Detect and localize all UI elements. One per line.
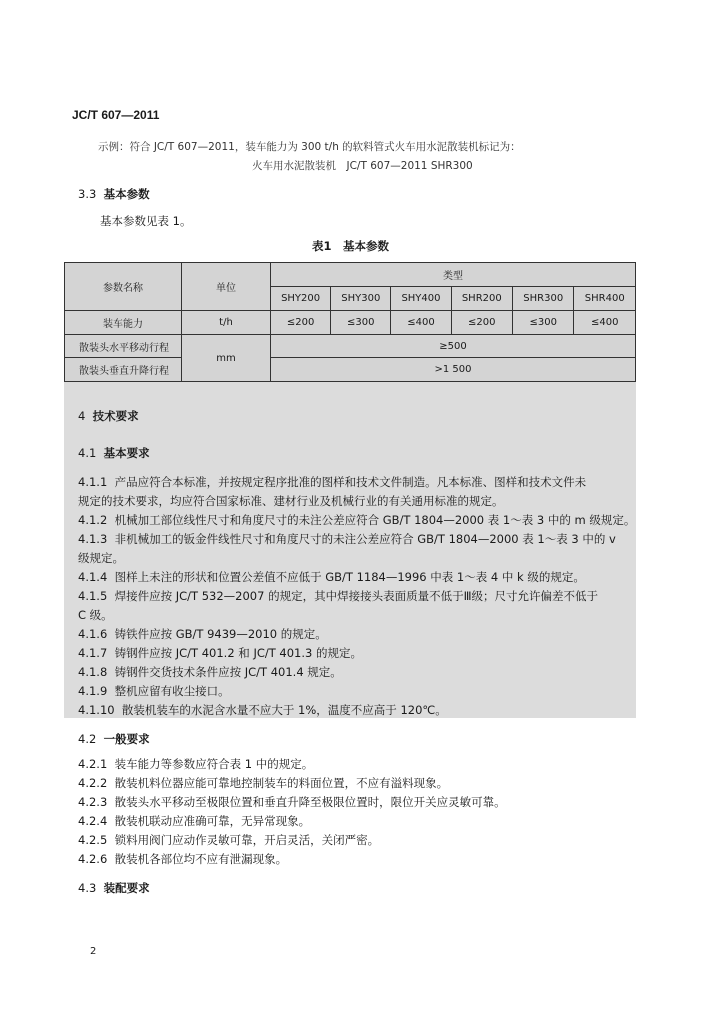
capacity-value: ≤300 — [513, 311, 574, 335]
clause-continuation: C 级。 — [78, 608, 113, 622]
header-type: 类型 — [271, 263, 636, 287]
capacity-value: ≤200 — [451, 311, 512, 335]
clause-number: 4.1.4 — [78, 570, 108, 584]
section-title: 一般要求 — [103, 732, 150, 746]
clause-text: 装车能力等参数应符合表 1 中的规定。 — [114, 757, 314, 771]
clause-text: 铸铁件应按 GB/T 9439—2010 的规定。 — [114, 627, 327, 641]
clause-4-2-3 — [78, 794, 506, 810]
row-capacity-name: 装车能力 — [65, 311, 182, 335]
capacity-value: ≤400 — [391, 311, 451, 335]
clause-4-2-1 — [78, 756, 313, 772]
section-4-2-heading — [78, 731, 150, 747]
clause-number: 4.2.1 — [78, 757, 108, 771]
clause-4-1-5 — [78, 588, 598, 604]
clause-number: 4.2.3 — [78, 795, 108, 809]
header-unit: 单位 — [182, 263, 271, 311]
clause-continuation: 规定的技术要求，均应符合国家标准、建材行业及机械行业的有关通用标准的规定。 — [78, 494, 504, 508]
capacity-value: ≤400 — [574, 311, 636, 335]
type-cell: SHY200 — [271, 287, 331, 311]
clause-4-2-2 — [78, 775, 448, 791]
clause-number: 4.2.6 — [78, 852, 108, 866]
vertical-travel-value: >1 500 — [271, 358, 636, 382]
section-title: 装配要求 — [103, 881, 150, 895]
unit-mm: mm — [182, 335, 271, 382]
row-horizontal-travel-name: 散装头水平移动行程 — [65, 335, 182, 358]
header-param-name: 参数名称 — [65, 263, 182, 311]
clause-4-1-1 — [78, 474, 586, 490]
clause-text: 焊接件应按 JC/T 532—2007 的规定，其中焊接接头表面质量不低于Ⅲ级；尺寸允许偏差不低于 — [114, 589, 599, 603]
clause-4-1-7 — [78, 645, 362, 661]
clause-4-1-4 — [78, 569, 585, 585]
clause-text: 机械加工部位线性尺寸和角度尺寸的未注公差应符合 GB/T 1804—2000 表 1～表 3 中的 m 级规定。 — [114, 513, 636, 527]
clause-4-2-6 — [78, 851, 287, 867]
row-vertical-travel-name: 散装头垂直升降行程 — [65, 358, 182, 382]
capacity-value: ≤200 — [271, 311, 331, 335]
clause-number: 4.1.8 — [78, 665, 108, 679]
clause-text: 散装机联动应准确可靠，无异常现象。 — [114, 814, 311, 828]
clause-number: 4.1.6 — [78, 627, 108, 641]
clause-4-1-6 — [78, 626, 327, 642]
clause-number: 4.2.2 — [78, 776, 108, 790]
type-cell: SHY400 — [391, 287, 451, 311]
type-cell: SHR200 — [451, 287, 512, 311]
section-number: 4 — [78, 409, 86, 423]
standard-number-header: JC/T 607—2011 — [72, 108, 160, 122]
type-cell: SHR400 — [574, 287, 636, 311]
type-cell: SHR300 — [513, 287, 574, 311]
clause-text: 散装头水平移动至极限位置和垂直升降至极限位置时，限位开关应灵敏可靠。 — [114, 795, 506, 809]
clause-number: 4.1.9 — [78, 684, 108, 698]
clause-number: 4.1.2 — [78, 513, 108, 527]
clause-4-1-8 — [78, 664, 342, 680]
section-title: 技术要求 — [92, 409, 139, 423]
section-3-3-heading — [78, 186, 150, 202]
clause-text: 产品应符合本标准，并按规定程序批准的图样和技术文件制造。凡本标准、图样和技术文件未 — [114, 475, 587, 489]
clause-text: 铸钢件应按 JC/T 401.2 和 JC/T 401.3 的规定。 — [114, 646, 362, 660]
clause-text: 散装机各部位均不应有泄漏现象。 — [114, 852, 288, 866]
page-number: 2 — [90, 946, 97, 957]
example-line-2: 火车用水泥散装机 JC/T 607—2011 SHR300 — [252, 160, 473, 172]
section-title: 基本参数 — [103, 187, 150, 201]
section-title: 基本要求 — [103, 446, 150, 460]
clause-text: 散装机装车的水泥含水量不应大于 1%，温度不应高于 120℃。 — [121, 703, 447, 717]
clause-4-1-9 — [78, 683, 230, 699]
row-capacity-unit: t/h — [182, 311, 271, 335]
clause-4-2-5 — [78, 832, 379, 848]
section-4-1-heading — [78, 445, 150, 461]
clause-number: 4.1.10 — [78, 703, 115, 717]
clause-number: 4.2.5 — [78, 833, 108, 847]
capacity-value: ≤300 — [331, 311, 391, 335]
clause-continuation: 级规定。 — [78, 551, 124, 565]
horizontal-travel-value: ≥500 — [271, 335, 636, 358]
clause-number: 4.1.5 — [78, 589, 108, 603]
clause-text: 铸钢件交货技术条件应按 JC/T 401.4 规定。 — [114, 665, 342, 679]
section-number: 4.1 — [78, 446, 97, 460]
section-4-3-heading — [78, 880, 150, 896]
clause-text: 散装机料位器应能可靠地控制装车的料面位置，不应有溢料现象。 — [114, 776, 449, 790]
clause-text: 锁料用阀门应动作灵敏可靠，开启灵活，关闭严密。 — [114, 833, 380, 847]
clause-text: 整机应留有收尘接口。 — [114, 684, 230, 698]
clause-4-1-10 — [78, 702, 447, 718]
section-number: 4.3 — [78, 881, 97, 895]
clause-number: 4.1.7 — [78, 646, 108, 660]
clause-4-1-2 — [78, 512, 635, 528]
clause-number: 4.1.1 — [78, 475, 108, 489]
example-line-1: 示例：符合 JC/T 607—2011，装车能力为 300 t/h 的软料管式火车用水泥散装机标记为： — [98, 141, 521, 153]
section-number: 3.3 — [78, 187, 97, 201]
clause-number: 4.1.3 — [78, 532, 108, 546]
clause-text: 非机械加工的钣金件线性尺寸和角度尺寸的未注公差应符合 GB/T 1804—2000 表 1～表 3 中的 v — [114, 532, 616, 546]
section-3-3-text: 基本参数见表 1。 — [100, 214, 192, 228]
section-4-heading — [78, 408, 139, 424]
section-number: 4.2 — [78, 732, 97, 746]
clause-4-2-4 — [78, 813, 310, 829]
clause-text: 图样上未注的形状和位置公差值不应低于 GB/T 1184—1996 中表 1～表 4 中 k 级的规定。 — [114, 570, 585, 584]
type-cell: SHY300 — [331, 287, 391, 311]
clause-4-1-3 — [78, 531, 616, 547]
clause-number: 4.2.4 — [78, 814, 108, 828]
basic-parameters-table — [64, 262, 636, 382]
table-caption: 表1 基本参数 — [312, 239, 390, 253]
